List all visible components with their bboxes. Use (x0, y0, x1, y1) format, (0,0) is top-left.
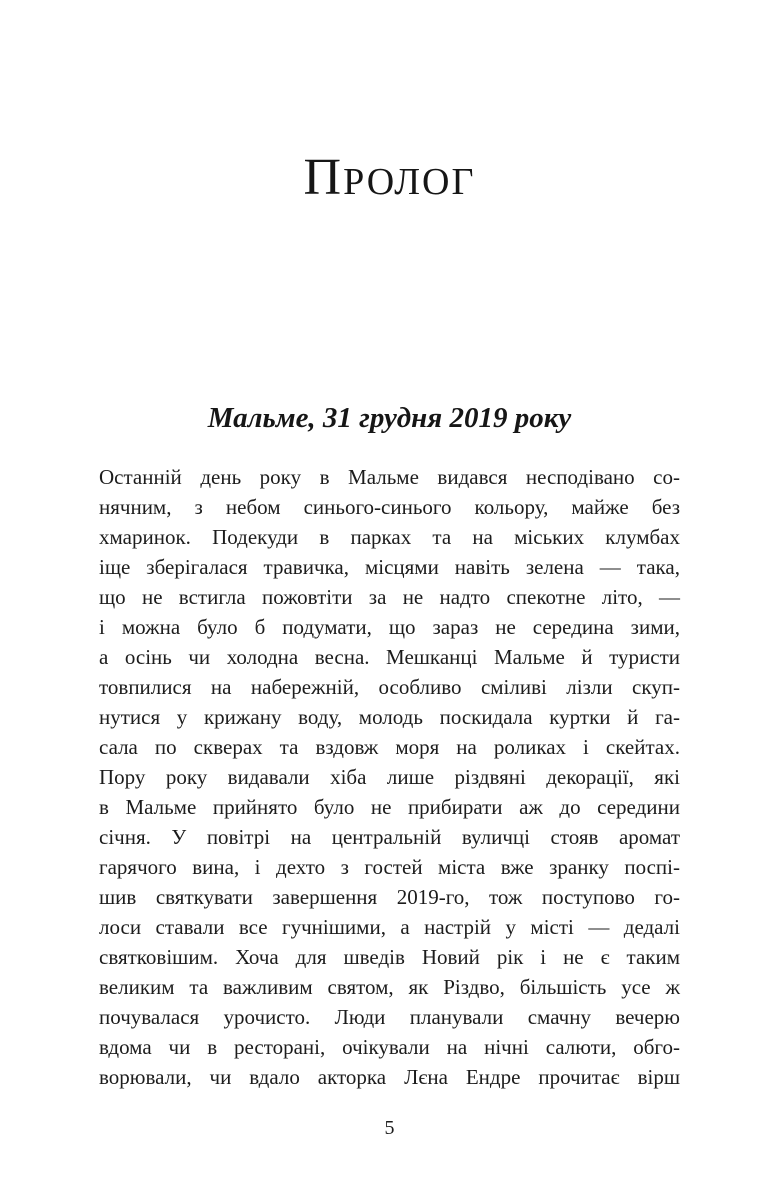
text-line: шив святкувати завершення 2019-го, тож поступово го- (99, 885, 680, 909)
text-line: святковішим. Хоча для шведів Новий рік і не є таким (99, 945, 680, 969)
text-line: ворювали, чи вдало акторка Лєна Ендре прочитає вірш (99, 1065, 680, 1089)
text-line: великим та важливим святом, як Різдво, більшість усе ж (99, 975, 680, 999)
text-line: нячним, з небом синього-синього кольору, майже без (99, 495, 680, 519)
text-line: січня. У повітрі на центральній вуличці стояв аромат (99, 825, 680, 849)
text-line: іще зберігалася травичка, місцями навіть зелена — така, (99, 555, 680, 579)
text-line: в Мальме прийнято було не прибирати аж до середини (99, 795, 680, 819)
page-number: 5 (384, 1117, 395, 1139)
text-line: почувалася урочисто. Люди планували смачну вечерю (99, 1005, 680, 1029)
text-line: товпилися на набережній, особливо сміливі лізли скуп- (99, 675, 680, 699)
text-line: а осінь чи холодна весна. Мешканці Мальме й туристи (99, 645, 680, 669)
text-line: Пору року видавали хіба лише різдвяні декорації, які (99, 765, 680, 789)
text-line: вдома чи в ресторані, очікували на нічні салюти, обго- (99, 1035, 680, 1059)
text-line: що не встигла пожовтіти за не надто спекотне літо, — (99, 585, 680, 609)
text-line: гарячого вина, і дехто з гостей міста вже зранку поспі- (99, 855, 680, 879)
text-line: Останній день року в Мальме видався несподівано со- (99, 465, 680, 489)
paragraph (99, 462, 680, 1092)
text-line: хмаринок. Подекуди в парках та на міських клумбах (99, 525, 680, 549)
section-dateline: Мальме, 31 грудня 2019 року (207, 402, 572, 434)
text-line: лоси ставали все гучнішими, а настрій у місті — дедалі (99, 915, 680, 939)
text-line: сала по скверах та вздовж моря на роликах і скейтах. (99, 735, 680, 759)
chapter-title-initial: П (303, 149, 344, 206)
text-line: і можна було б подумати, що зараз не середина зими, (99, 615, 680, 639)
chapter-title (99, 148, 680, 212)
text-line: нутися у крижану воду, молодь поскидала куртки й га- (99, 705, 680, 729)
chapter-title-rest: РОЛОГ (343, 161, 476, 203)
